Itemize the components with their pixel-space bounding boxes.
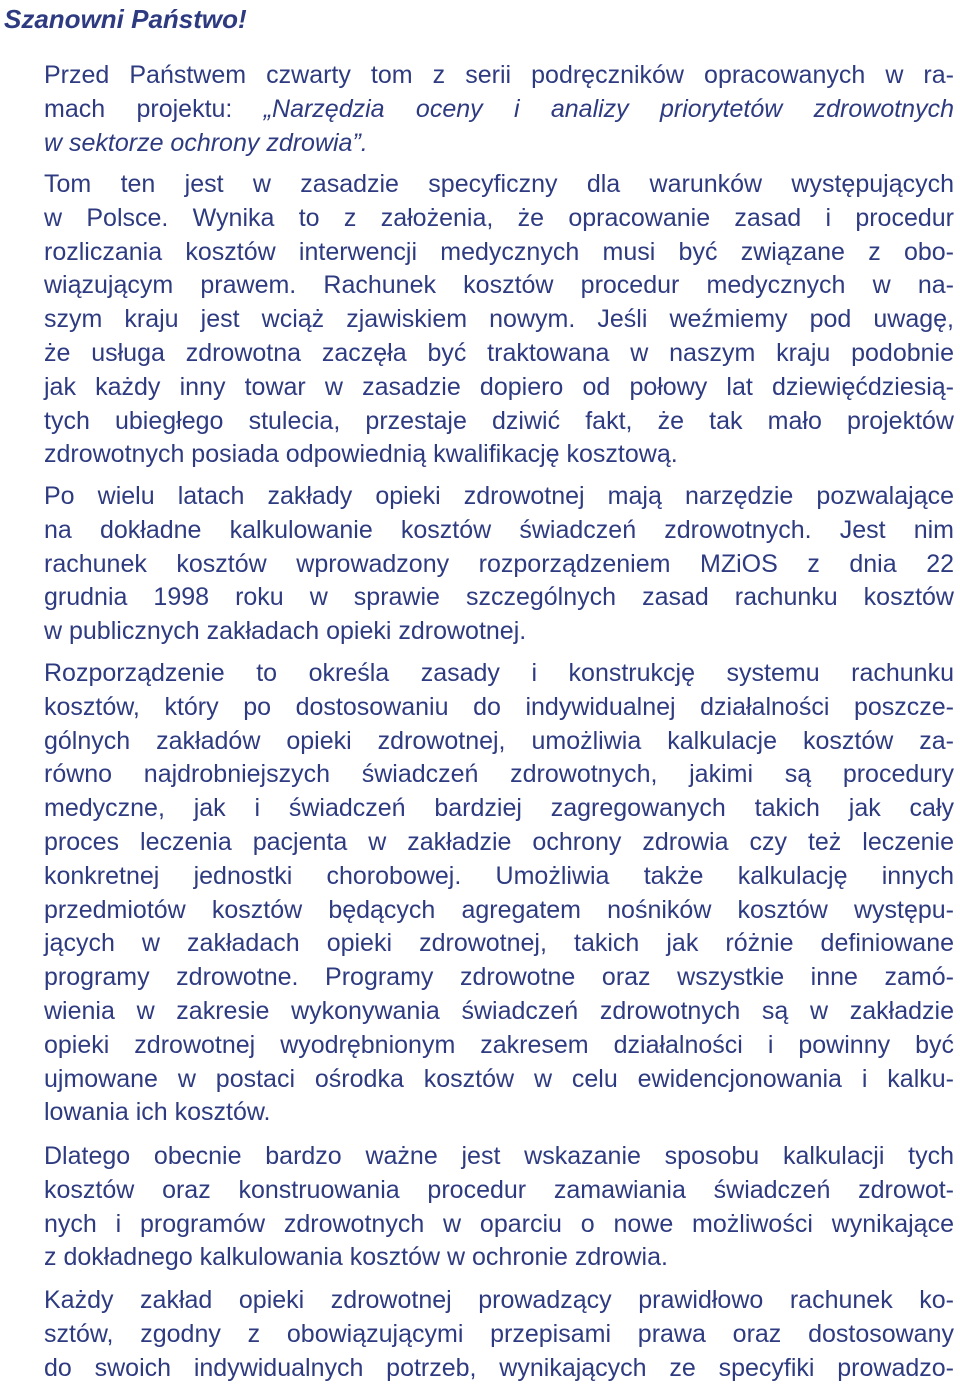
text-line xyxy=(44,961,954,995)
text-run: kosztów, który po dostosowaniu do indywidualnej działalności poszcze- xyxy=(44,692,954,721)
text-line xyxy=(44,303,954,337)
text-line xyxy=(44,438,954,472)
italic-text: w sektorze ochrony zdrowia”. xyxy=(44,128,368,157)
text-run: przedmiotów kosztów będących agregatem nośników kosztów występu- xyxy=(44,895,954,924)
text-line xyxy=(44,168,954,202)
text-run: Każdy zakład opieki zdrowotnej prowadzący prawidłowo rachunek ko- xyxy=(44,1286,954,1314)
text-line xyxy=(44,371,954,405)
text-line xyxy=(44,860,954,894)
text-line xyxy=(44,59,954,93)
paragraph-4 xyxy=(44,657,954,1130)
text-line xyxy=(44,1140,954,1174)
text-run: wienia w zakresie wykonywania świadczeń zdrowotnych są w zakładzie xyxy=(44,996,954,1025)
text-line xyxy=(44,236,954,270)
text-line xyxy=(44,1352,954,1386)
text-run: jących w zakładach opieki zdrowotnej, takich jak różnie definiowane xyxy=(44,929,954,958)
paragraph-3 xyxy=(44,480,954,649)
text-line xyxy=(44,202,954,236)
text-line xyxy=(44,1063,954,1097)
text-run: do swoich indywidualnych potrzeb, wynikających ze specyfiki prowadzo- xyxy=(44,1353,954,1382)
text-run: lowania ich kosztów. xyxy=(44,1098,271,1127)
text-run: kosztów oraz konstruowania procedur zamawiania świadczeń zdrowot- xyxy=(44,1175,954,1204)
text-line xyxy=(44,1029,954,1063)
text-run: Tom ten jest w zasadzie specyficzny dla warunków występujących xyxy=(44,170,954,198)
text-line xyxy=(44,1284,954,1318)
text-line xyxy=(44,1208,954,1242)
paragraph-5 xyxy=(44,1140,954,1275)
text-line xyxy=(44,1241,954,1275)
text-line xyxy=(44,514,954,548)
text-line xyxy=(44,1174,954,1208)
text-run: proces leczenia pacjenta w zakładzie ochrony zdrowia czy też leczenie xyxy=(44,827,954,856)
text-run: Przed Państwem czwarty tom z serii podręczników opracowanych w ra- xyxy=(44,61,954,89)
text-line xyxy=(44,548,954,582)
paragraph-1 xyxy=(44,59,954,160)
text-run: tych ubiegłego stulecia, przestaje dziwić fakt, że tak mało projektów xyxy=(44,406,954,435)
text-run: szym kraju jest wciąż zjawiskiem nowym. Jeśli weźmiemy pod uwagę, xyxy=(44,305,954,334)
text-line xyxy=(44,657,954,691)
text-run: zdrowotnych posiada odpowiednią kwalifikację kosztową. xyxy=(44,440,678,469)
text-run: sztów, zgodny z obowiązującymi przepisami prawa oraz dostosowany xyxy=(44,1319,954,1348)
text-line xyxy=(44,725,954,759)
paragraph-2 xyxy=(44,168,954,472)
text-line xyxy=(44,127,954,161)
text-line xyxy=(44,894,954,928)
text-line xyxy=(44,269,954,303)
text-run: z dokładnego kalkulowania kosztów w ochronie zdrowia. xyxy=(44,1243,668,1272)
text-run: Rozporządzenie to określa zasady i konstrukcję systemu rachunku xyxy=(44,659,954,687)
text-line xyxy=(44,480,954,514)
text-line xyxy=(44,927,954,961)
text-run: medyczne, jak i świadczeń bardziej zagregowanych takich jak cały xyxy=(44,794,954,823)
salutation: Szanowni Państwo! xyxy=(4,4,247,34)
text-line xyxy=(44,615,954,649)
text-run: rozliczania kosztów interwencji medycznych musi być związane z obo- xyxy=(44,237,954,266)
text-run: ujmowane w postaci ośrodka kosztów w celu ewidencjonowania i kalku- xyxy=(44,1064,954,1093)
text-line xyxy=(44,1096,954,1130)
text-run: na dokładne kalkulowanie kosztów świadczeń zdrowotnych. Jest nim xyxy=(44,515,954,544)
text-run: Po wielu latach zakłady opieki zdrowotnej mają narzędzie pozwalające xyxy=(44,482,954,510)
text-line xyxy=(44,405,954,439)
text-run: nych i programów zdrowotnych w oparciu o nowe możliwości wynikające xyxy=(44,1209,954,1238)
text-run: w Polsce. Wynika to z założenia, że opracowanie zasad i procedur xyxy=(44,203,954,232)
text-run: grudnia 1998 roku w sprawie szczególnych zasad rachunku kosztów xyxy=(44,583,954,612)
text-run: w publicznych zakładach opieki zdrowotnej. xyxy=(44,617,527,646)
text-run: rachunek kosztów wprowadzony rozporządzeniem MZiOS z dnia 22 xyxy=(44,549,954,578)
text-line xyxy=(44,995,954,1029)
text-line xyxy=(44,792,954,826)
text-line xyxy=(44,758,954,792)
text-line xyxy=(44,826,954,860)
text-run: mach projektu: xyxy=(44,94,264,123)
text-line xyxy=(44,581,954,615)
text-run: konkretnej jednostki chorobowej. Umożliwia także kalkulację innych xyxy=(44,861,954,890)
text-run: równo najdrobniejszych świadczeń zdrowotnych, jakimi są procedury xyxy=(44,760,954,789)
text-run: opieki zdrowotnej wyodrębnionym zakresem działalności i powinny być xyxy=(44,1030,954,1059)
text-run: gólnych zakładów opieki zdrowotnej, umożliwia kalkulacje kosztów za- xyxy=(44,726,954,755)
text-line xyxy=(44,691,954,725)
text-run: wiązującym prawem. Rachunek kosztów procedur medycznych w na- xyxy=(44,271,954,300)
text-line xyxy=(44,337,954,371)
text-run: programy zdrowotne. Programy zdrowotne oraz wszystkie inne zamó- xyxy=(44,963,954,992)
text-line xyxy=(44,1318,954,1352)
text-run: jak każdy inny towar w zasadzie dopiero od połowy lat dziewięćdziesią- xyxy=(44,372,954,401)
text-line xyxy=(44,93,954,127)
text-run: Dlatego obecnie bardzo ważne jest wskazanie sposobu kalkulacji tych xyxy=(44,1142,954,1170)
italic-text: „Narzędzia oceny i analizy priorytetów zdrowotnych xyxy=(263,94,954,123)
text-run: że usługa zdrowotna zaczęła być traktowana w naszym kraju podobnie xyxy=(44,338,954,367)
paragraph-6 xyxy=(44,1284,954,1385)
